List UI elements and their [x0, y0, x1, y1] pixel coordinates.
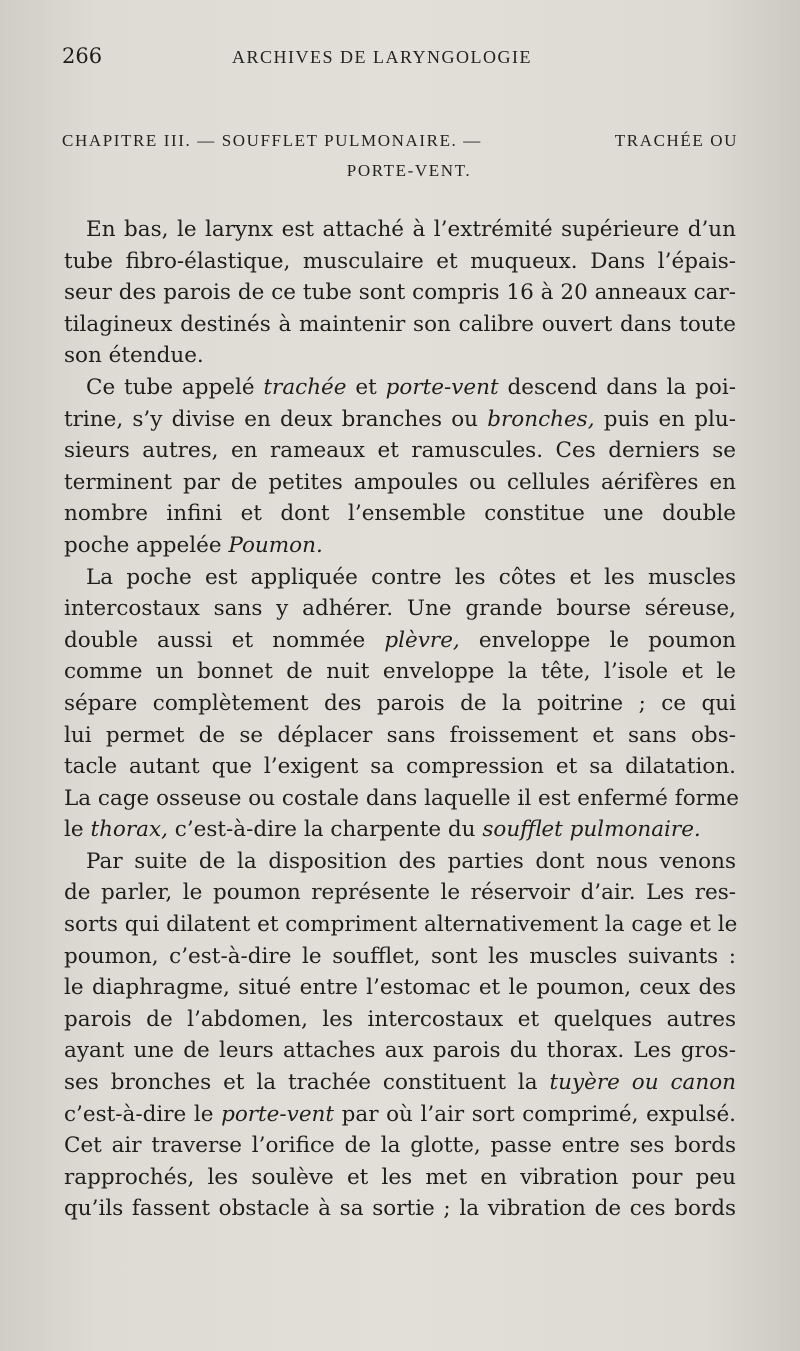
text-line: [64, 1130, 736, 1162]
text-run: puis en plu-: [594, 406, 736, 432]
italic-text: thorax,: [90, 817, 168, 843]
text-line: [64, 1067, 736, 1099]
text-run: trine, s’y divise en deux branches ou: [64, 406, 488, 432]
text-line: [64, 625, 736, 657]
paragraph: [64, 562, 740, 846]
text-run: comme un bonnet de nuit enveloppe la tête, l’isole et le: [64, 659, 736, 685]
text-run: son étendue.: [64, 343, 204, 369]
text-line: [64, 846, 736, 878]
text-line: [64, 1193, 736, 1225]
italic-text: soufflet pulmonaire.: [482, 817, 701, 843]
text-run: parois de l’abdomen, les intercostaux et quelques autres: [64, 1006, 736, 1032]
text-run: sieurs autres, en rameaux et ramuscules. Ces derniers se: [64, 438, 736, 464]
text-run: nombre infini et dont l’ensemble constitue une double: [64, 501, 736, 527]
text-line: [64, 720, 736, 752]
italic-text: bronches,: [487, 406, 595, 432]
text-line: [64, 877, 736, 909]
text-run: le diaphragme, situé entre l’estomac et le poumon, ceux des: [64, 975, 736, 1001]
text-run: lui permet de se déplacer sans froissement et sans obs-: [64, 722, 736, 748]
text-line: [64, 246, 736, 278]
text-line: [64, 751, 736, 783]
text-run: tilagineux destinés à maintenir son calibre ouvert dans toute: [64, 311, 736, 337]
text-run: qu’ils fassent obstacle à sa sortie ; la vibration de ces bords: [64, 1196, 736, 1222]
text-run: poumon, c’est-à-dire le soufflet, sont les muscles suivants :: [64, 943, 736, 969]
text-run: sépare complètement des parois de la poitrine ; ce qui: [64, 690, 736, 716]
paragraph: [64, 214, 736, 372]
text-run: tacle autant que l’exigent sa compression et sa dilatation.: [64, 754, 736, 780]
text-run: terminent par de petites ampoules ou cellules aérifères en: [64, 469, 736, 495]
text-line: [64, 593, 736, 625]
page-number: 266: [62, 44, 103, 68]
text-run: La cage osseuse ou costale dans laquelle il est enfermé forme: [64, 785, 740, 811]
text-run: En bas, le larynx est attaché à l’extrémité supérieure d’un: [86, 217, 736, 242]
chapter-title: CHAPITRE III. — SOUFFLET PULMONAIRE. —: [62, 131, 482, 150]
text-line: [64, 1004, 736, 1036]
italic-text: plèvre,: [384, 627, 460, 653]
text-line: [64, 435, 736, 467]
text-run: le: [64, 817, 91, 843]
text-run: de parler, le poumon représente le réservoir d’air. Les res-: [64, 880, 736, 906]
text-line: [64, 688, 736, 720]
text-line: [64, 909, 736, 941]
text-line: [64, 1162, 736, 1194]
text-run: ayant une de leurs attaches aux parois du thorax. Les gros-: [64, 1038, 736, 1064]
text-run: descend dans la poi-: [498, 374, 736, 400]
text-run: rapprochés, les soulève et les met en vibration pour peu: [64, 1164, 736, 1190]
text-line: [64, 941, 736, 973]
italic-text: porte-vent: [221, 1101, 335, 1127]
text-line: [64, 814, 736, 846]
text-run: par où l’air sort comprimé, expulsé.: [334, 1101, 736, 1127]
body-text: [64, 214, 740, 1225]
paragraph: [64, 846, 736, 1225]
text-line: [64, 562, 736, 594]
text-run: intercostaux sans y adhérer. Une grande bourse séreuse,: [64, 596, 736, 622]
paragraph: [64, 372, 736, 562]
text-line: [64, 309, 736, 341]
text-run: et: [346, 374, 386, 400]
text-line: [64, 972, 736, 1004]
text-run: sorts qui dilatent et compriment alternativement la cage et le: [64, 912, 738, 938]
text-run: Par suite de la disposition des parties dont nous venons: [86, 848, 736, 874]
italic-text: Poumon.: [228, 532, 323, 558]
text-run: tube fibro-élastique, musculaire et muqueux. Dans l’épais-: [64, 248, 736, 274]
text-line: [64, 530, 736, 562]
text-line: [64, 498, 736, 530]
text-run: Cet air traverse l’orifice de la glotte, passe entre ses bords: [64, 1133, 736, 1159]
text-line: [64, 340, 736, 372]
text-line: [64, 656, 736, 688]
text-line: [64, 1099, 736, 1131]
chapter-heading-line-1: [62, 126, 738, 156]
text-run: poche appelée: [64, 532, 229, 558]
chapter-heading: [62, 126, 738, 186]
text-line: [64, 214, 736, 246]
text-run: c’est-à-dire le: [64, 1101, 222, 1127]
text-line: [64, 277, 736, 309]
text-run: enveloppe le poumon: [459, 627, 736, 653]
text-line: [64, 467, 736, 499]
page-header: [62, 40, 742, 76]
chapter-subtitle-start: TRACHÉE OU: [614, 131, 738, 150]
text-run: ses bronches et la trachée constituent la: [64, 1070, 550, 1096]
text-run: double aussi et nommée: [64, 627, 385, 653]
italic-text: tuyère ou canon: [549, 1070, 736, 1096]
text-run: c’est-à-dire la charpente du: [167, 817, 483, 843]
text-run: seur des parois de ce tube sont compris 16 à 20 anneaux car-: [64, 280, 736, 306]
text-line: [64, 1035, 736, 1067]
text-line: [64, 783, 740, 815]
italic-text: trachée: [263, 374, 347, 400]
text-line: [64, 372, 736, 404]
chapter-heading-line-2: PORTE-VENT.: [346, 161, 472, 180]
text-line: [64, 404, 736, 436]
text-run: Ce tube appelé: [86, 374, 264, 400]
text-run: La poche est appliquée contre les côtes et les muscles: [86, 564, 736, 590]
italic-text: porte-vent: [385, 374, 499, 400]
running-title: ARCHIVES DE LARYNGOLOGIE: [232, 47, 532, 67]
